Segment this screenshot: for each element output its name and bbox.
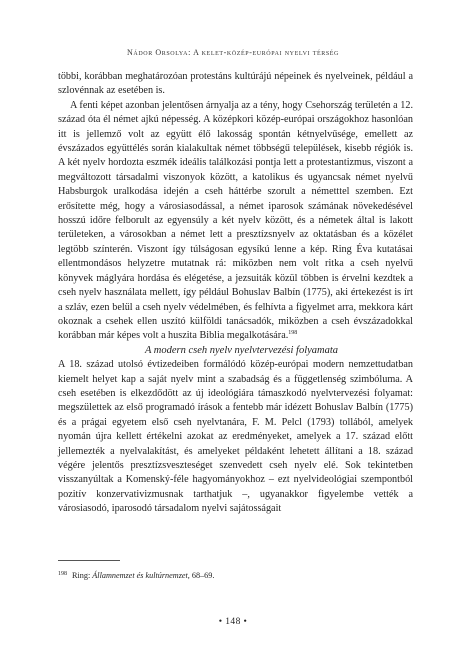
footnote-title: Államnemzet és kultúrnemzet (92, 571, 188, 580)
footnote-pages: , 68–69. (187, 571, 215, 580)
footnote-author: Ring: (72, 571, 91, 580)
page-number: • 148 • (218, 617, 248, 627)
footnote-reference[interactable]: 198 (288, 330, 298, 337)
footnote-divider (58, 560, 120, 561)
paragraph-2 (58, 99, 413, 344)
running-head: Nádor Orsolya: A kelet-közép-európai nyelvi térség (127, 48, 339, 57)
section-heading: A modern cseh nyelv nyelvtervezési folyamata (144, 344, 339, 356)
paragraph-3: A 18. század utolsó évtizedeiben formálódó közép-európai modern nemzettudatban kiemelt helyet kap a saját nyelv mint a szabadság és a függetlenség szimbóluma. A cseh esetében is elkezdődött az új ideológiára támaszkodó nyelvtervezési folyamat: megszülettek az első programadó írások a fentebb már idézett Bohuslav Balbín (1775) és a prágai egyetem első cseh nyelvtanára, F. M. Pelcl (1793) tollából, amelyek nyomán újra kellett értékelni azokat az eredményeket, amelyek a 17. század előtt jellemezték a nyelvalakítást, és amelyeket példaként lehetett állítani a 18. század végére jelentős presztízsveszteséget szenvedett cseh nyelv elé. Sok tekintetben visszanyúltak a Komenský-féle hagyományokhoz – ezt nyelvideológiai szempontból pozitív konzervativizmusnak tarthatjuk –, ugyanakkor figyelembe vették a városiasodó, iparosodó társadalom nyelvi sajátosságait (58, 359, 413, 515)
paragraph-2-text: A fenti képet azonban jelentősen árnyalja az a tény, hogy Csehország területén a 12. század óta él német ajkú népesség. A középkori közép-európai országokhoz hasonlóan itt is jellemző volt az együtt élő lakosság spontán kétnyelvűsége, emellett az évszázados együttélés során kialakultak német többségű települések, kisebb régiók is. A két nyelv hordozta eszmék ideális találkozási pontja lett a protestantizmus, viszont a megváltozott társadalmi viszonyok között, a katolikus és ugyancsak német nyelvű Habsburgok uralkodása idején a cseh háttérbe szorult a németttel szemben. Ezt erősítette még, hogy a városiasodással, a német iparosok számának növekedésével hosszú időre felborult az egyensúly a két nyelv között, és a németek által is lakott területeken, a városokban a német lett a presztízsnyelv az oktatásban és a közélet legtöbb színterén. Viszont így túlságosan egysíkú lenne a kép. Ring Éva kutatásai ellentmondásos helyzetre mutatnak rá: miközben nem volt ritka a cseh nyelvű könyvek máglyára hordása és elégetése, a jezsuiták közül többen is érvelni kezdtek a cseh nyelv használata mellett, így például Bohuslav Balbín (1775), aki értekezést is írt a szláv, ezen belül a cseh nyelv védelmében, és felhívta a figyelmet arra, mekkora kárt okoznak a csehek ellen uszító külföldi tanácsadók, miközben a cseh évszázadokkal korábban már képes volt a huszita Biblia megalkotására. (58, 99, 413, 342)
footnote (58, 569, 413, 581)
main-text (58, 70, 413, 517)
paragraph-1: többi, korábban meghatározóan protestáns kultúrájú népeinek és nyelveinek, például a szlovénnak az esetében is. (58, 71, 413, 97)
footnote-number: 198 (58, 571, 67, 577)
